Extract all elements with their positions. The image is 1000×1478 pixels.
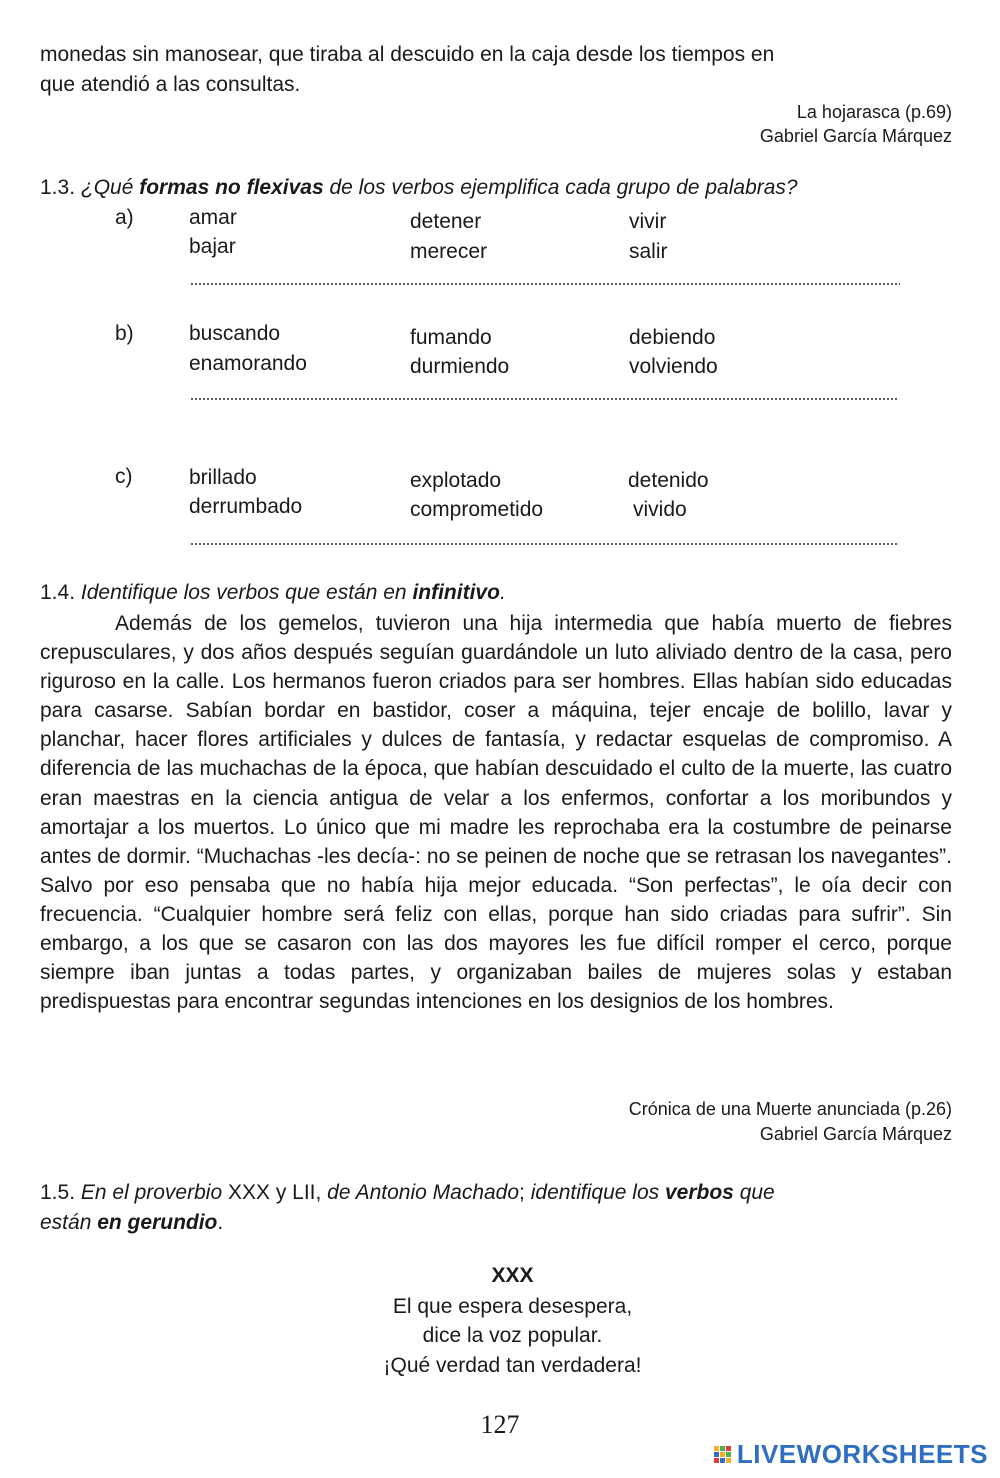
word: enamorando <box>189 352 307 375</box>
group-c-label: c) <box>115 465 133 488</box>
question-1-4-heading <box>40 581 506 605</box>
intro-source-author: Gabriel García Márquez <box>759 126 952 146</box>
word: salir <box>629 240 668 263</box>
intro-line-2: que atendió a las consultas. <box>40 73 301 96</box>
answer-line-a[interactable] <box>190 283 900 285</box>
question-1-5-heading: 1.5. En el proverbio XXX y LII, de Antonio Machado; identifique los verbos que están en gerundio. <box>40 1181 775 1234</box>
poem-title: XXX <box>491 1264 534 1287</box>
word: vivido <box>633 498 687 521</box>
poem-line: El que espera desespera, <box>392 1295 633 1318</box>
answer-line-c[interactable] <box>190 543 898 545</box>
word: bajar <box>189 235 236 258</box>
intro-source-title: La hojarasca (p.69) <box>796 102 952 122</box>
word: debiendo <box>629 326 716 349</box>
word: explotado <box>410 469 502 492</box>
brand-grid-icon <box>714 1446 731 1463</box>
word: amar <box>189 206 237 229</box>
page-number: 127 <box>480 1410 520 1439</box>
group-b-label: b) <box>115 322 134 345</box>
word: vivir <box>629 210 667 233</box>
word: volviendo <box>629 355 718 378</box>
word: buscando <box>189 322 281 345</box>
word: detener <box>410 210 482 233</box>
word: detenido <box>628 469 709 492</box>
question-text: ¿Qué formas no flexivas de los verbos ejemplifica cada grupo de palabras? <box>80 176 798 199</box>
question-number: 1.3. <box>40 176 76 199</box>
word: durmiendo <box>410 355 510 378</box>
word: derrumbado <box>189 495 303 518</box>
excerpt-paragraph: Además de los gemelos, tuvieron una hija intermedia que había muerto de fiebres crepusculares, y dos años después seguían guardándole un luto aliviado dentro de la casa, pero riguroso en la calle. Los hermanos fueron criados para ser hombres. Ellas habían sido educadas para casarse. Sabían bordar en bastidor, coser a máquina, tejer encaje de bolillo, lavar y planchar, hacer flores artificiales y dulces de fantasía, y redactar esquelas de compromiso. A diferencia de las muchachas de la época, que habían descuidado el culto de la muerte, las cuatro eran maestras en la ciencia antigua de velar a los enfermos, confortar a los moribundos y amortajar a los muertos. Lo único que mi madre les reprochaba era la costumbre de peinarse antes de dormir. “Muchachas -les decía-: no se peinen de noche que se retrasan los navegantes”. Salvo por eso pensaba que no había hija mejor educada. “Son perfectas”, le oía decir con frecuencia. “Cualquier hombre será feliz con ellas, porque han sido criadas para sufrir”. Sin embargo, a los que se casaron con las dos mayores les fue difícil romper el cerco, porque siempre iban juntas a todas partes, y organizaban bailes de mujeres solas y estaban predispuestas para encontrar segundas intenciones en los designios de los hombres. <box>40 612 952 1014</box>
brand-name: LIVEWORKSHEETS <box>736 1439 988 1469</box>
poem-line: ¡Qué verdad tan verdadera! <box>383 1354 642 1377</box>
question-1-3-heading <box>40 176 798 200</box>
excerpt-source-author: Gabriel García Márquez <box>759 1124 952 1144</box>
word: merecer <box>410 240 488 263</box>
poem-line: dice la voz popular. <box>422 1324 603 1347</box>
answer-line-b[interactable] <box>190 398 898 400</box>
group-a-label: a) <box>115 206 134 229</box>
question-text: Identifique los verbos que están en infinitivo. <box>80 581 506 604</box>
word: comprometido <box>410 498 544 521</box>
word: fumando <box>410 326 492 349</box>
intro-line-1: monedas sin manosear, que tiraba al descuido en la caja desde los tiempos en <box>40 43 775 66</box>
excerpt-source-title: Crónica de una Muerte anunciada (p.26) <box>628 1099 952 1119</box>
word: brillado <box>189 466 257 489</box>
question-number: 1.4. <box>40 581 76 604</box>
liveworksheets-logo[interactable] <box>714 1439 988 1470</box>
